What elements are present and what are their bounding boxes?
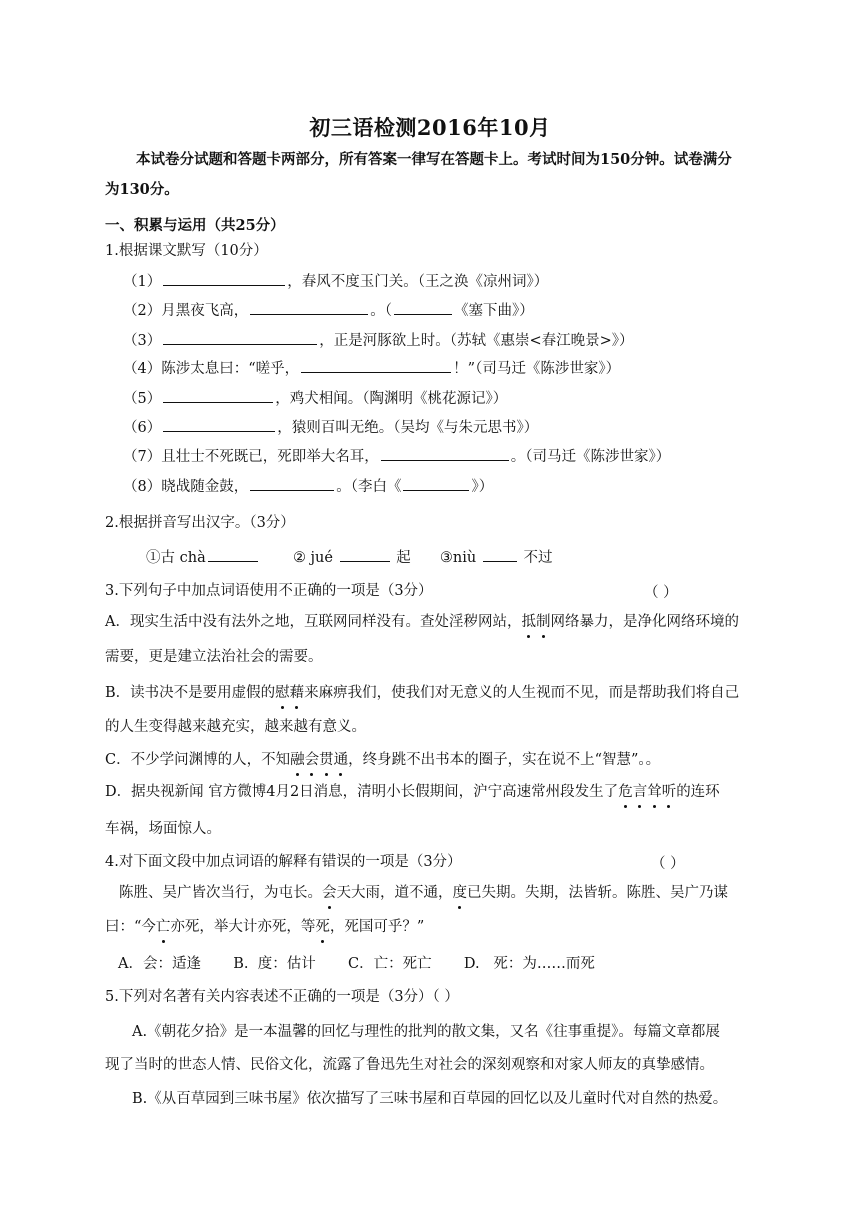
dotted-word: 慰藉 [275, 685, 305, 701]
q3-stem: 3.下列句子中加点词语使用不正确的一项是（3分） [105, 583, 433, 599]
q3-option-a-line-1: A．现实生活中没有法外之地，互联网同样没有。查处淫秽网站，抵制网络暴力，是净化网络环境的 [105, 614, 739, 630]
q1-item-3: （3） ，正是河豚欲上时。（苏轼《惠崇<春江晚景>》） [123, 330, 634, 351]
q3-option-a-line-2: 需要，更是建立法治社会的需要。 [105, 649, 323, 665]
q1-item-2: （2）月黑夜飞高， 。（ 《塞下曲》） [123, 300, 534, 321]
q1-item-5: （5） ，鸡犬相闻。（陶渊明《桃花源记》） [123, 388, 507, 409]
q4-passage-line-1: 陈胜、吴广皆次当行，为屯长。会天大雨，道不通，度已失期。失期，法皆斩。陈胜、吴广乃谋 [119, 885, 728, 901]
q1-item-1: （1） ，春风不度玉门关。（王之涣《凉州词》） [123, 271, 548, 292]
q4-options: A．会：适逢 B. 度：估计 C．亡：死亡 D. 死：为……而死 [118, 956, 595, 972]
dotted-word: 抵制 [521, 614, 551, 630]
intro-line-2: 为130分。 [105, 181, 179, 198]
q5-option-a-line-1: A.《朝花夕拾》是一本温馨的回忆与理性的批判的散文集，又名《往事重提》。每篇文章都展 [132, 1024, 720, 1040]
answer-blank [403, 476, 469, 491]
q2-items: ①古 chà ② jué 起 ③niù 不过 [146, 547, 552, 568]
q2-stem: 2.根据拼音写出汉字。（3分） [105, 515, 295, 531]
q4-stem: 4.对下面文段中加点词语的解释有错误的一项是（3分） [105, 854, 462, 870]
answer-blank [163, 271, 285, 286]
q1-stem: 1.根据课文默写（10分） [105, 243, 268, 259]
answer-blank [163, 388, 273, 403]
intro-line-1: 本试卷分试题和答题卡两部分，所有答案一律写在答题卡上。考试时间为150分钟。试卷满分 [136, 151, 732, 168]
section-1-heading: 一、积累与运用（共25分） [105, 217, 285, 234]
q3-option-c: C．不少学问渊博的人，不知融会贯通，终身跳不出书本的圈子，实在说不上“智慧”。。 [105, 752, 661, 768]
q5-stem: 5.下列对名著有关内容表述不正确的一项是（3分）（ ） [105, 989, 459, 1005]
q1-item-4: （4）陈涉太息曰：“嗟乎， ！”（司马迁《陈涉世家》） [123, 358, 620, 379]
q3-option-b-line-2: 的人生变得越来越充实，越来越有意义。 [105, 719, 366, 735]
q3-option-d-line-1: D．据央视新闻 官方微博4月2日消息，清明小长假期间，沪宁高速常州段发生了危言耸听的连环 [105, 784, 720, 800]
answer-blank [250, 300, 368, 315]
answer-blank [250, 476, 334, 491]
answer-blank [208, 547, 258, 562]
q5-option-a-line-2: 现了当时的世态人情、民俗文化，流露了鲁迅先生对社会的深刻观察和对家人师友的真挚感情。 [105, 1057, 714, 1073]
answer-blank [381, 446, 509, 461]
answer-blank [163, 330, 317, 345]
answer-blank [483, 547, 517, 562]
q1-item-6: （6） ，猿则百叫无绝。（吴均《与朱元思书》） [123, 417, 538, 438]
dotted-word: 危言耸听 [618, 784, 677, 800]
answer-blank [340, 547, 390, 562]
q4-answer-paren: （ ） [651, 856, 685, 872]
answer-blank [394, 300, 452, 315]
q3-option-b-line-1: B．读书决不是要用虚假的慰藉来麻痹我们，使我们对无意义的人生视而不见，而是帮助我们将自己 [105, 685, 740, 701]
q3-option-d-line-2: 车祸，场面惊人。 [105, 821, 221, 837]
q1-item-8: （8）晓战随金鼓， 。（李白《 》） [123, 476, 493, 497]
page-title: 初三语检测2016年10月 [309, 115, 551, 140]
answer-blank [301, 358, 451, 373]
q1-item-7: （7）且壮士不死既已，死即举大名耳， 。（司马迁《陈涉世家》） [123, 446, 670, 467]
q5-option-b-line-1: B.《从百草园到三味书屋》依次描写了三味书屋和百草园的回忆以及儿童时代对自然的热爱。 [132, 1091, 728, 1107]
q3-answer-paren: （ ） [644, 585, 678, 601]
answer-blank [163, 417, 275, 432]
q4-passage-line-2: 曰：“今亡亦死，举大计亦死，等死，死国可乎？” [105, 919, 425, 935]
dotted-word: 融会贯通 [290, 752, 349, 768]
